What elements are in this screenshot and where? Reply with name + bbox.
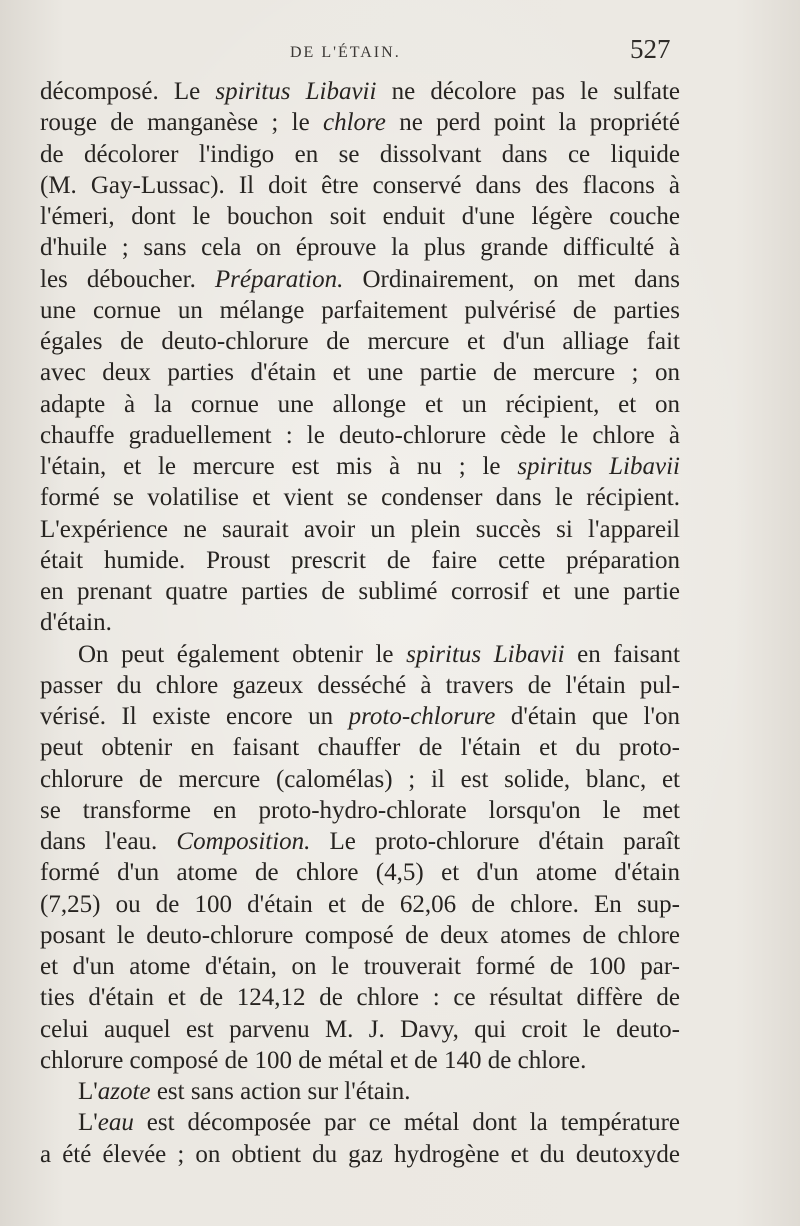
italic-text: Composition.: [176, 828, 311, 855]
text-run: dans l'eau.: [40, 828, 177, 855]
text-line: [40, 576, 680, 607]
text-run: L': [78, 1078, 98, 1105]
text-line: [40, 701, 680, 732]
text-line: [40, 232, 680, 263]
text-line: [40, 264, 680, 295]
italic-text: proto-chlorure: [348, 703, 496, 730]
text-run: l'étain, et le mercure est mis à nu ; le: [40, 453, 518, 480]
running-head: [0, 34, 800, 74]
text-line: [40, 764, 680, 795]
text-run: chlorure de mercure (calomélas) ; il est solide, blanc, et: [40, 765, 680, 793]
text-run: peut obtenir en faisant chauffer de l'étain et du proto-: [40, 734, 680, 762]
italic-text: azote: [97, 1078, 151, 1105]
text-run: adapte à la cornue une allonge et un récipient, et on: [40, 390, 680, 418]
text-run: et d'un atome d'étain, on le trouverait formé de 100 par-: [40, 953, 680, 980]
text-run: en faisant: [564, 640, 680, 668]
text-line: [40, 826, 680, 857]
text-line: [40, 420, 680, 451]
text-run: vérisé. Il existe encore un: [40, 703, 349, 730]
text-line: [40, 1014, 680, 1045]
text-run: ne décolore pas le sulfate: [376, 78, 680, 105]
text-run: (M. Gay-Lussac). Il doit être conservé dans des flacons à: [40, 171, 680, 199]
text-run: (7,25) ou de 100 d'étain et de 62,06 de chlore. En sup-: [40, 890, 680, 918]
italic-text: spiritus Libavii: [406, 640, 565, 668]
text-line: [40, 451, 680, 482]
italic-text: chlore: [322, 109, 386, 137]
text-run: On peut également obtenir le: [78, 640, 407, 668]
text-run: en prenant quatre parties de sublimé corrosif et une partie: [40, 578, 680, 605]
text-line: [40, 139, 680, 170]
text-run: posant le deuto-chlorure composé de deux atomes de chlore: [40, 921, 680, 949]
text-line: [40, 201, 680, 232]
text-line: [40, 1139, 680, 1170]
text-line: [40, 357, 680, 388]
text-run: L': [78, 1109, 98, 1137]
page-number: 527: [630, 34, 671, 64]
italic-text: spiritus Libavii: [517, 453, 680, 480]
italic-text: spiritus Libavii: [215, 78, 377, 105]
text-run: est décomposée par ce métal dont la température: [133, 1109, 680, 1137]
text-run: égales de deuto-chlorure de mercure et d'un alliage fait: [40, 328, 680, 355]
text-line: [40, 482, 680, 513]
text-line: [40, 514, 680, 545]
text-line: [40, 1107, 680, 1138]
text-line: [40, 1076, 680, 1107]
text-run: formé se volatilise et vient se condenser dans le récipient.: [40, 484, 680, 512]
text-run: ne perd point la propriété: [385, 109, 680, 137]
text-run: se transforme en proto-hydro-chlorate lorsqu'on le met: [40, 796, 680, 824]
text-run: était humide. Proust prescrit de faire cette préparation: [40, 546, 680, 574]
text-run: ties d'étain et de 124,12 de chlore : ce résultat diffère de: [40, 984, 680, 1012]
text-run: les déboucher.: [40, 265, 215, 293]
text-run: a été élevée ; on obtient du gaz hydrogène et du deutoxyde: [40, 1140, 680, 1168]
text-run: celui auquel est parvenu M. J. Davy, qui croit le deuto-: [40, 1015, 680, 1043]
text-run: d'étain que l'on: [495, 703, 680, 730]
text-run: décomposé. Le: [40, 78, 216, 105]
text-run: passer du chlore gazeux desséché à travers de l'étain pul-: [40, 671, 680, 699]
text-run: l'émeri, dont le bouchon soit enduit d'une légère couche: [40, 203, 680, 230]
text-line: [40, 76, 680, 107]
italic-text: eau: [97, 1109, 134, 1137]
text-line: [40, 389, 680, 420]
text-line: [40, 951, 680, 982]
text-line: [40, 889, 680, 920]
text-run: formé d'un atome de chlore (4,5) et d'un atome d'étain: [40, 859, 680, 887]
text-run: chlorure composé de 100 de métal et de 140 de chlore.: [40, 1046, 587, 1074]
text-line: [40, 295, 680, 326]
text-line: [40, 1045, 680, 1076]
text-run: L'expérience ne saurait avoir un plein succès si l'appareil: [40, 515, 680, 543]
text-line: [40, 670, 680, 701]
text-line: [40, 857, 680, 888]
text-line: [40, 545, 680, 576]
text-line: [40, 920, 680, 951]
text-run: est sans action sur l'étain.: [150, 1078, 411, 1105]
text-run: Ordinairement, on met dans: [343, 265, 680, 293]
text-run: de décolorer l'indigo en se dissolvant dans ce liquide: [40, 140, 680, 168]
text-run: d'huile ; sans cela on éprouve la plus grande difficulté à: [40, 234, 680, 262]
text-run: Le proto-chlorure d'étain paraît: [310, 828, 681, 855]
text-run: d'étain.: [40, 609, 112, 637]
italic-text: Préparation.: [214, 265, 344, 293]
text-line: [40, 982, 680, 1013]
running-title: DE L'ÉTAIN.: [290, 44, 401, 61]
text-run: rouge de manganèse ; le: [40, 109, 323, 137]
text-run: chauffe graduellement : le deuto-chlorure cède le chlore à: [40, 421, 680, 449]
text-line: [40, 607, 680, 638]
body-text: [40, 76, 680, 1170]
text-line: [40, 170, 680, 201]
text-run: avec deux parties d'étain et une partie de mercure ; on: [40, 359, 680, 387]
text-run: une cornue un mélange parfaitement pulvérisé de parties: [40, 296, 680, 324]
text-line: [40, 795, 680, 826]
text-line: [40, 326, 680, 357]
text-line: [40, 107, 680, 138]
text-line: [40, 639, 680, 670]
text-line: [40, 732, 680, 763]
